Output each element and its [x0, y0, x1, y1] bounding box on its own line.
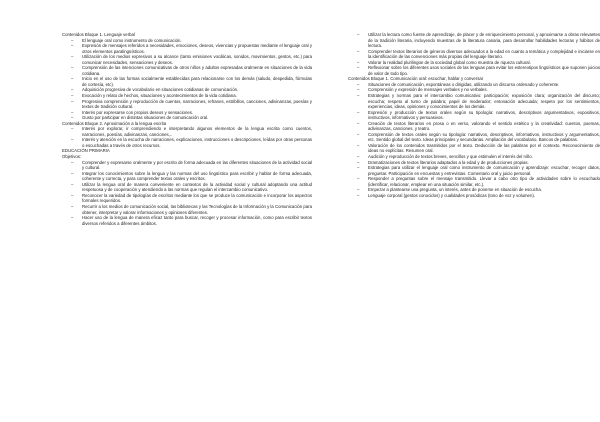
list-item — [62, 160, 312, 171]
list-item — [348, 165, 600, 176]
dash-bullet-icon: – — [71, 87, 74, 93]
list-item — [348, 65, 600, 76]
list-item — [348, 121, 600, 132]
list-item-text: Comprender textos literarios de géneros diversos adecuados a la edad en cuanto a temática y complejidad e iniciarse en la identificación de las convenciones más propias del lenguaje literario. — [368, 48, 600, 60]
list-item-text: Interés por explorar, ir comprendiendo e interpretando algunos elementos de la lengua escrita como cuentos, narraciones, poesías, adivinanzas, canciones,.. — [82, 126, 312, 137]
dash-bullet-icon: – — [357, 59, 360, 65]
dash-bullet-icon: – — [357, 187, 360, 193]
dash-bullet-icon: – — [71, 192, 74, 198]
list-item — [62, 43, 312, 54]
list-item-text: Estrategias y normas para el intercambio comunicativo: participación; exposición clara; organización del discurso; escucha; respeto al turno de palabra; papel de moderador; entonación adecuada; respeto por los sentimientos, experiencias, ideas, opiniones y conocimientos de los demás. — [368, 93, 600, 110]
list-item — [62, 65, 312, 76]
dash-bullet-icon: – — [357, 165, 360, 171]
dash-bullet-icon: – — [71, 43, 74, 49]
dash-bullet-icon: – — [71, 181, 74, 187]
dash-bullet-icon: – — [71, 137, 74, 143]
dash-bullet-icon: – — [357, 48, 360, 54]
dash-bullet-icon: – — [71, 215, 74, 221]
dash-bullet-icon: – — [71, 115, 74, 121]
section-heading: EDUCACIÓN PRIMARIA — [62, 148, 110, 154]
dash-bullet-icon: – — [71, 109, 74, 115]
dash-bullet-icon: – — [71, 93, 74, 99]
list-item-text: Audición y reproducción de textos breves, sencillos y que estimulen el interés del niño. — [368, 154, 533, 160]
list-item-text: Estrategias para utilizar el lenguaje oral como instrumento de comunicación y aprendizaje: escuchar, recoger datos, preguntar. Participación en encuestas y entrevistas. Comentario oral y juicio personal. — [368, 165, 600, 176]
list-item-text: Expresión y producción de textos orales según su tipología: narrativos, descriptivos argumentativos, expositivos, instructivos, informativos y persuasivos. — [368, 109, 600, 121]
dash-bullet-icon: – — [357, 32, 360, 37]
list-item — [62, 182, 312, 193]
section-heading: Contenidos Bloque 1. Comunicación oral: escuchar, hablar y conversar — [348, 76, 484, 82]
list-item-text: Hacer uso de la lengua de manera eficaz tanto para buscar, recoger y procesar información, como para escribir textos diversos referidos a diferentes ámbitos. — [82, 215, 312, 226]
dash-bullet-icon: – — [357, 120, 360, 126]
section-heading: Contenidos Bloque 2. Aproximación a la lengua escrita — [62, 120, 167, 126]
list-item-text: Comprensión de textos orales según su tipología: narrativos, descriptivos, informativos, instructivos y argumentativos, etc. Sentido global del texto. Ideas principales y secundarias. Ampliación del vocabulario. Bancos de palabras. — [368, 131, 600, 143]
list-item-text: Comprender y expresarse oralmente y por escrito de forma adecuada en las diferentes situaciones de la actividad social y cultural. — [82, 159, 312, 171]
list-item-text: Integrar los conocimientos sobre la lengua y las normas del uso lingüístico para escribir y hablar de forma adecuada, coherente y correcta, y para comprender textos orales y escritos. — [82, 170, 312, 182]
list-item-text: Utilizar la lengua oral de manera conveniente en contextos de la actividad social y cultural adoptando una actitud respetuosa y de cooperación y atendiendo a las normas que regulan el intercambio comunicativo. — [82, 181, 312, 193]
list-item — [348, 32, 600, 49]
list-item-text: Expresión de mensajes referidos a necesidades, emociones, deseos, vivencias y propuestas mediante el lenguaje oral y otros elementos paralingüísticos. — [82, 43, 312, 54]
list-item-text: Gusto por participar en distintas situaciones de comunicación oral. — [82, 115, 209, 121]
dash-bullet-icon: – — [357, 65, 360, 71]
list-item — [62, 171, 312, 182]
dash-bullet-icon: – — [357, 81, 360, 87]
dash-bullet-icon: – — [71, 98, 74, 104]
dash-bullet-icon: – — [71, 76, 74, 82]
list-item — [62, 215, 312, 226]
list-item-text: Progresiva comprensión y reproducción de cuentos, narraciones, refranes, estribillos, canciones, adivinanzas, poesías y textos de tradición cultural. — [82, 98, 312, 110]
right-column — [348, 32, 600, 198]
dash-bullet-icon: – — [357, 159, 360, 165]
list-item-text: Comprensión de las intenciones comunicativas de otros niños y adultos expresadas oralmente en situaciones de la vida cotidiana. — [82, 65, 312, 76]
list-item-text: Reconocer la variedad de tipologías de escritos mediante los que se produce la comunicación e incorporar los aspectos formales requeridos. — [82, 192, 312, 204]
list-item-text: Responder a preguntas sobre el mensaje transmitido. Llevar a cabo otro tipo de actividades sobre lo escuchado (identificar, relacionar, emplear en una situación similar, etc.). — [368, 176, 600, 187]
dash-bullet-icon: – — [71, 37, 74, 43]
list-item-text: Interés y atención en la escucha de narraciones, explicaciones, instrucciones o descripciones, leídas por otras personas o escuchadas a través de otros recursos. — [82, 137, 312, 148]
dash-bullet-icon: – — [71, 126, 74, 132]
list-item-text: Valorar la realidad plurilingüe de la sociedad global como muestra de riqueza cultural. — [368, 59, 531, 65]
dash-bullet-icon: – — [71, 159, 74, 165]
list-item-text: Recurrir a los medios de comunicación social, las bibliotecas y las Tecnologías de la Información y la Comunicación para obtener, interpretar y valorar informaciones y opiniones diferentes. — [82, 203, 312, 215]
list-item — [348, 132, 600, 143]
list-item — [62, 126, 312, 137]
list-item-text: Valoración de los contenidos trasmitidos por el texto. Deducción de las palabras por el contexto. Reconocimiento de ideas no explícitas. Resumen oral. — [368, 142, 600, 154]
section-heading: Objetivos: — [62, 154, 82, 160]
list-item-text: Comprensión y expresión de mensajes verbales y no verbales. — [368, 87, 488, 93]
left-column — [62, 32, 312, 226]
dash-bullet-icon: – — [357, 87, 360, 93]
list-item — [62, 193, 312, 204]
list-item — [348, 193, 600, 199]
dash-bullet-icon: – — [357, 109, 360, 115]
list-item-text: Interés por expresarse con propios deseos y sensaciones. — [82, 109, 194, 115]
list-item-text: Situaciones de comunicación, espontáneas o dirigidas, utilizando un discurso ordenado y coherente. — [368, 81, 560, 87]
list-item-text: Utilizar la lectura como fuente de aprendizaje, de placer y de enriquecimiento personal, y aproximarse a obras relevantes de la tradición literaria, incluyendo muestras de la literatura canaria, para desarrollar habilidades lectoras y hábitos de lectura. — [368, 32, 600, 49]
dash-bullet-icon: – — [357, 192, 360, 198]
list-item — [62, 76, 312, 87]
list-item — [62, 115, 312, 121]
dash-bullet-icon: – — [357, 131, 360, 137]
list-item — [62, 99, 312, 110]
dash-bullet-icon: – — [357, 142, 360, 148]
dash-bullet-icon: – — [71, 203, 74, 209]
list-item-text: Lenguaje corporal (gestos conocidos) y cualidades prosódicas (tono de voz y volumen). — [368, 192, 535, 198]
list-item — [348, 176, 600, 187]
list-item — [348, 93, 600, 110]
list-item — [62, 137, 312, 148]
dash-bullet-icon: – — [71, 65, 74, 71]
dash-bullet-icon: – — [357, 176, 360, 182]
section-heading: Contenidos Bloque 1. Lenguaje verbal — [62, 32, 135, 37]
list-item — [348, 143, 600, 154]
dash-bullet-icon: – — [71, 170, 74, 176]
list-item-text: Dramatizaciones de textos literarios adaptados a la edad y de producciones propias. — [368, 159, 529, 165]
list-item — [348, 49, 600, 60]
list-item-text: Evocación y relato de hechos, situaciones y acontecimientos de la vida cotidiana. — [82, 93, 237, 99]
list-item-text: Empezar a plantearse una pregunta, un interés, antes de ponerse en situación de escucha. — [368, 187, 542, 193]
list-item — [62, 54, 312, 65]
list-item-text: Reflexionar sobre los diferentes usos sociales de las lenguas para evitar los estereotipos lingüísticos que suponen juicios de valor de todo tipo. — [368, 65, 600, 76]
list-item — [62, 204, 312, 215]
list-item-text: Creación de textos literarios en prosa o en verso, valorando el sentido estético y la creatividad: cuentos, poemas, adivinanzas, canciones, y teatro. — [368, 120, 600, 132]
list-item-text: Inicio en el uso de las formas socialmente establecidas para relacionarse con los demás (saludo, despedida, fórmulas de cortesía, etc). — [82, 76, 312, 87]
list-item-text: El lenguaje oral como instrumento de comunicación. — [82, 37, 182, 43]
dash-bullet-icon: – — [357, 93, 360, 99]
list-item — [348, 110, 600, 121]
list-item-text: Utilización de los medios expresivos a su alcance (tanto emisiones vocálicas, sonidos, movimientos, gestos, etc.) para comunicar necesidades, sensaciones y deseos. — [82, 54, 312, 65]
dash-bullet-icon: – — [357, 154, 360, 160]
dash-bullet-icon: – — [71, 54, 74, 60]
list-item-text: Adquisición progresiva de vocabulario en situaciones cotidianas de comunicación. — [82, 87, 239, 93]
